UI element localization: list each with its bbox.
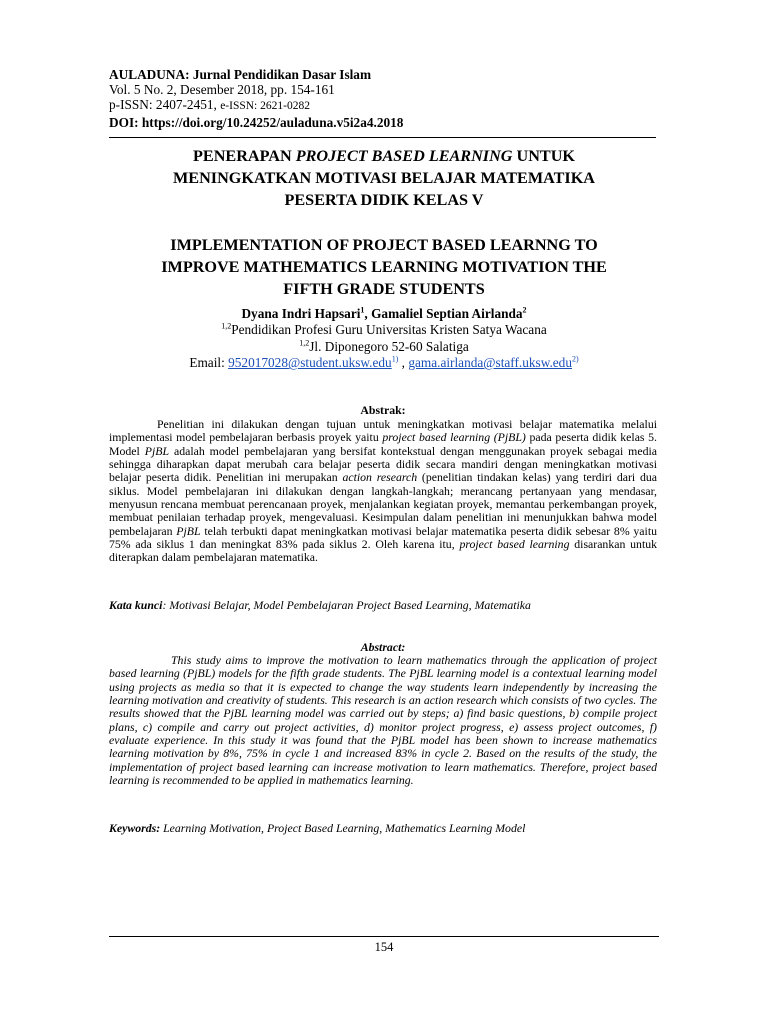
keywords bbox=[109, 822, 657, 835]
footer-divider bbox=[109, 936, 659, 937]
keywords-text: Learning Motivation, Project Based Learning, Mathematics Learning Model bbox=[160, 821, 526, 835]
title-id-line-2: MENINGKATKAN MOTIVASI BELAJAR MATEMATIKA bbox=[173, 168, 595, 187]
kata-kunci bbox=[109, 599, 657, 612]
email-separator: , bbox=[398, 355, 409, 371]
email-link-2[interactable]: gama.airlanda@staff.uksw.edu bbox=[408, 355, 572, 371]
email-link-1[interactable]: 952017028@student.uksw.edu bbox=[228, 355, 392, 371]
kata-kunci-text: : Motivasi Belajar, Model Pembelajaran Project Based Learning, Matematika bbox=[162, 598, 531, 612]
title-en-line-3: FIFTH GRADE STUDENTS bbox=[283, 279, 485, 298]
header-divider bbox=[109, 137, 656, 138]
title-id-line-1 bbox=[100, 146, 668, 168]
author-1-sup: 1 bbox=[360, 305, 365, 315]
title-id-part3: UNTUK bbox=[512, 147, 575, 165]
journal-doi[interactable]: DOI: https://doi.org/10.24252/auladuna.v5i2a4.2018 bbox=[109, 114, 404, 130]
author-2-sup: 2 bbox=[522, 305, 527, 315]
title-en-line-2: IMPROVE MATHEMATICS LEARNING MOTIVATION THE bbox=[161, 257, 607, 276]
author-affiliation bbox=[100, 322, 668, 338]
email-label: Email: bbox=[189, 355, 229, 371]
affiliation-sup: 1,2 bbox=[221, 321, 232, 331]
keywords-label: Keywords: bbox=[109, 821, 161, 835]
journal-issn bbox=[109, 97, 659, 114]
author-1: Dyana Indri Hapsari bbox=[241, 306, 361, 321]
title-id-italic: PROJECT BASED LEARNING bbox=[295, 147, 513, 165]
abstract-heading: Abstract: bbox=[360, 640, 406, 654]
address-sup: 1,2 bbox=[299, 338, 310, 348]
journal-volume: Vol. 5 No. 2, Desember 2018, pp. 154-161 bbox=[109, 82, 335, 98]
title-id-line-3: PESERTA DIDIK KELAS V bbox=[284, 190, 484, 209]
email-2-sup: 2) bbox=[571, 354, 579, 364]
title-english bbox=[100, 235, 668, 300]
journal-pissn: p-ISSN: 2407-2451, bbox=[109, 97, 221, 113]
page-number: 154 bbox=[374, 940, 394, 954]
author-block bbox=[100, 306, 668, 372]
journal-header bbox=[109, 67, 659, 130]
author-separator: , bbox=[364, 306, 372, 321]
address-text: Jl. Diponegoro 52-60 Salatiga bbox=[309, 338, 469, 354]
author-2: Gamaliel Septian Airlanda bbox=[371, 306, 523, 321]
author-emails bbox=[100, 355, 668, 371]
journal-name: AULADUNA: Jurnal Pendidikan Dasar Islam bbox=[109, 67, 372, 82]
kata-kunci-label: Kata kunci bbox=[109, 598, 163, 612]
abstrak-body: Penelitian ini dilakukan dengan tujuan untuk meningkatkan motivasi belajar matematika melalui implementasi model pembelajaran berbasis proyek yaitu project based learning (PjBL) pada peserta didik kelas 5. Model PjBL adalah model pembelajaran yang bersifat kontekstual dengan menggunakan proyek sebagai media sehingga diharapkan dapat merubah cara belajar peserta didik secara mandiri dengan meningkatkan motivasi belajar peserta didik. Penelitian ini merupakan action research (penelitian tindakan kelas) yang terdiri dari dua siklus. Model pembelajaran ini dilakukan dengan langkah-langkah; merancang pertanyaan yang mendasar, menyusun rencana membuat perencanaan proyek, menjalankan kegiatan proyek, memantau perkembangan proyek, membuat penilaian terhadap proyek, mengevaluasi. Kesimpulan dalam penelitian ini menunjukkan bahwa model pembelajaran PjBL telah terbukti dapat meningkatkan motivasi belajar matematika peserta didik sebesar 8% yaitu 75% ada siklus 1 dan meningkat 83% pada siklus 2. Oleh karena itu, project based learning disarankan untuk diterapkan dalam pembelajaran matematika. bbox=[109, 417, 658, 565]
journal-eissn: e-ISSN: 2621-0282 bbox=[220, 100, 310, 113]
email-1-sup: 1) bbox=[391, 354, 399, 364]
abstrak-heading: Abstrak: bbox=[360, 403, 406, 417]
abstract-body: This study aims to improve the motivation to learn mathematics through the application of project based learning (PjBL) models for the fifth grade students. The PjBL learning model is a contextual learning model using projects as media so that it is expected to change the way students learn independently by increasing the learning motivation and creativity of students. This research is an action research which consists of two cycles. The results showed that the PjBL learning model was carried out by steps; a) find basic questions, b) compile project plans, c) compile and carry out project activities, d) monitor project progress, e) assess project outcomes, f) evaluate experience. In this study it was found that the PjBL model has been shown to increase mathematics learning motivation by 8%, 75% in cycle 1 and increased 83% in cycle 2. Based on the results of the study, the implementation of project based learning can increase motivation to learn mathematics. Therefore, project based learning is recommended to be applied in mathematics learning. bbox=[109, 653, 657, 788]
author-names bbox=[100, 306, 668, 322]
affiliation-text: Pendidikan Profesi Guru Universitas Kristen Satya Wacana bbox=[231, 322, 547, 338]
title-en-line-1: IMPLEMENTATION OF PROJECT BASED LEARNNG TO bbox=[170, 236, 598, 254]
title-indonesian bbox=[100, 146, 668, 211]
title-id-part1: PENERAPAN bbox=[193, 147, 296, 165]
author-address bbox=[100, 339, 668, 355]
